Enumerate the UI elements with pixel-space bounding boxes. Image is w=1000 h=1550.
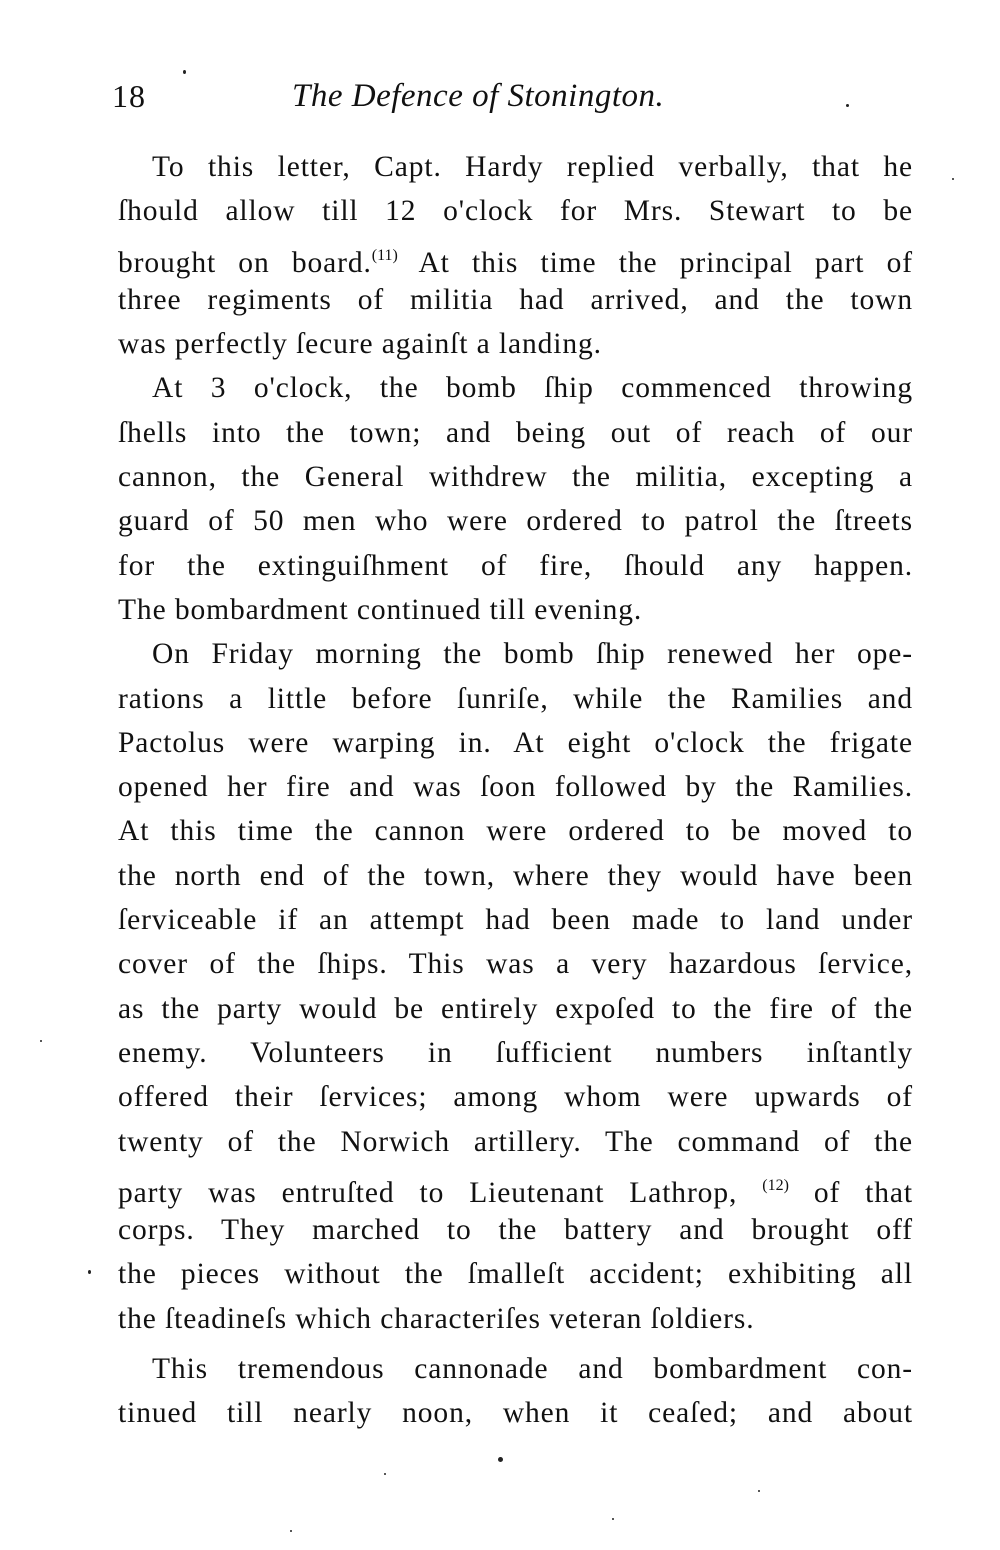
- footnote-marker-11: (11): [371, 246, 398, 264]
- text-line: offered their ſervices; among whom were upwards of: [118, 1081, 913, 1114]
- scan-speck: [846, 104, 849, 107]
- page-number: 18: [112, 78, 146, 114]
- scan-speck: [88, 1270, 91, 1274]
- line-text-continued: of that: [788, 1176, 914, 1209]
- text-line: rations a little before ſunriſe, while the Ramilies and: [118, 682, 913, 715]
- text-line: tinued till nearly noon, when it ceaſed; and about: [118, 1397, 913, 1430]
- body-text: [118, 145, 913, 1436]
- text-line-with-note: [118, 1164, 913, 1208]
- text-line: At this time the cannon were ordered to be moved to: [118, 815, 913, 848]
- paragraph-3: [118, 632, 913, 1341]
- scan-speck: [384, 1473, 386, 1475]
- scan-speck: [758, 1490, 760, 1492]
- line-text: brought on board.: [118, 246, 372, 279]
- scan-speck: [183, 70, 186, 74]
- text-line: This tremendous cannonade and bombardment con-: [152, 1353, 913, 1386]
- text-line: three regiments of militia had arrived, and the town: [118, 283, 913, 316]
- text-line: cannon, the General withdrew the militia, excepting a: [118, 461, 913, 494]
- text-line: To this letter, Capt. Hardy replied verbally, that he: [152, 151, 913, 183]
- line-text-continued: At this time the principal part of: [397, 246, 913, 279]
- text-line: was perfectly ſecure againſt a landing.: [118, 328, 602, 361]
- text-line: enemy. Volunteers in ſufficient numbers inſtantly: [118, 1036, 913, 1069]
- text-line: The bombardment continued till evening.: [118, 593, 643, 626]
- text-line: ſhells into the town; and being out of reach of our: [118, 416, 913, 449]
- text-line: ſerviceable if an attempt had been made to land under: [118, 904, 913, 937]
- scan-speck: [290, 1530, 292, 1532]
- paragraph-1: [118, 145, 913, 366]
- page-header: [112, 78, 912, 128]
- scan-speck: [40, 1040, 42, 1042]
- line-text: party was entruſted to Lieutenant Lathrop,: [118, 1176, 738, 1209]
- scan-speck: [612, 1518, 614, 1520]
- text-line: the north end of the town, where they would have been: [118, 859, 913, 892]
- scan-speck: [952, 178, 954, 180]
- paragraph-2: [118, 366, 913, 632]
- running-title: The Defence of Stonington.: [292, 78, 665, 114]
- footnote-marker-12: (12): [762, 1176, 789, 1194]
- text-line: the ſteadineſs which characteriſes veteran ſoldiers.: [118, 1302, 755, 1335]
- text-line: guard of 50 men who were ordered to patrol the ſtreets: [118, 505, 913, 538]
- text-line: for the extinguiſhment of fire, ſhould any happen.: [118, 549, 913, 582]
- paragraph-4: [118, 1347, 913, 1436]
- text-line: as the party would be entirely expoſed to the fire of the: [118, 992, 913, 1025]
- scan-speck: [498, 1457, 503, 1462]
- text-line: Pactolus were warping in. At eight o'clock the frigate: [118, 726, 913, 759]
- text-line: the pieces without the ſmalleſt accident; exhibiting all: [118, 1258, 913, 1291]
- text-line: ſhould allow till 12 o'clock for Mrs. Stewart to be: [118, 195, 913, 228]
- text-line: corps. They marched to the battery and brought off: [118, 1214, 913, 1247]
- text-line: cover of the ſhips. This was a very hazardous ſervice,: [118, 948, 913, 981]
- text-line: twenty of the Norwich artillery. The command of the: [118, 1125, 913, 1158]
- text-line: At 3 o'clock, the bomb ſhip commenced throwing: [152, 372, 913, 405]
- text-line-with-note: [118, 234, 913, 278]
- text-line: On Friday morning the bomb ſhip renewed her ope-: [152, 638, 913, 671]
- text-line: opened her fire and was ſoon followed by the Ramilies.: [118, 771, 913, 804]
